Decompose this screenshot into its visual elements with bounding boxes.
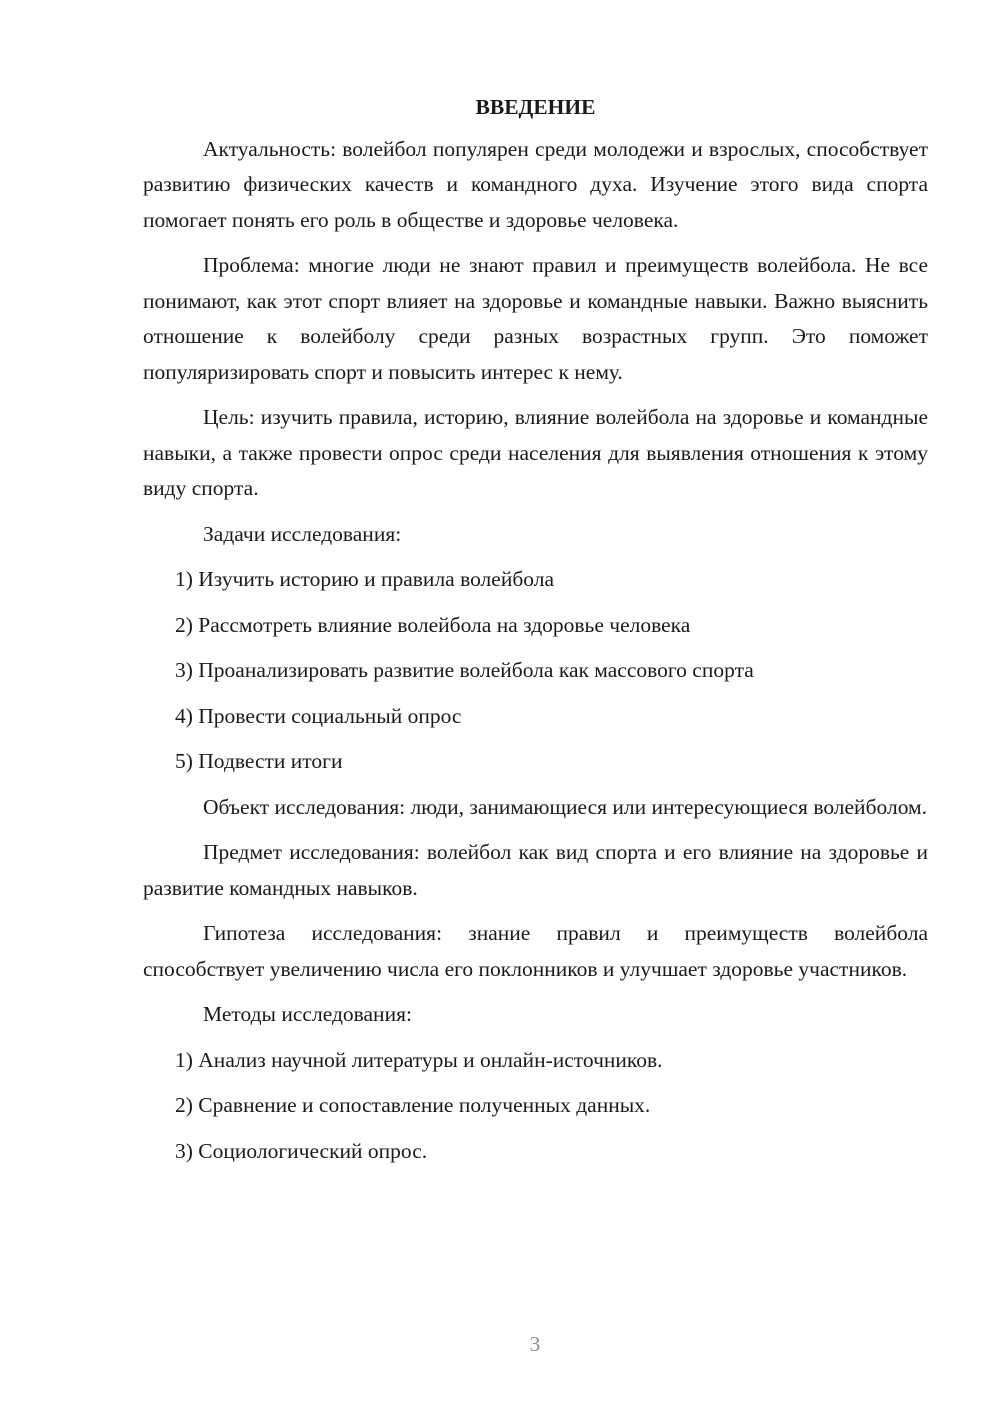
hypothesis-paragraph: Гипотеза исследования: знание правил и преимуществ волейбола способствует увеличению числа его поклонников и улучшает здоровье участников.	[143, 921, 928, 981]
tasks-heading: Задачи исследования:	[203, 521, 402, 546]
task-item: 1) Изучить историю и правила волейбола	[175, 567, 555, 591]
task-item: 4) Провести социальный опрос	[175, 703, 462, 728]
document-page	[143, 90, 928, 1179]
relevance-paragraph: Актуальность: волейбол популярен среди молодежи и взрослых, способствует развитию физических качеств и командного духа. Изучение этого вида спорта помогает понять его роль в обществе и здоровье человека.	[143, 136, 928, 232]
method-item: 1) Анализ научной литературы и онлайн-источников.	[175, 1047, 663, 1072]
subject-paragraph: Предмет исследования: волейбол как вид спорта и его влияние на здоровье и развитие командных навыков.	[143, 840, 928, 900]
task-item: 2) Рассмотреть влияние волейбола на здоровье человека	[175, 612, 691, 637]
method-item: 2) Сравнение и сопоставление полученных данных.	[175, 1093, 651, 1117]
problem-paragraph: Проблема: многие люди не знают правил и преимуществ волейбола. Не все понимают, как этот спорт влияет на здоровье и командные навыки. Важно выяснить отношение к волейболу среди разных возрастных групп. Это поможет популяризировать спорт и повысить интерес к нему.	[143, 253, 928, 384]
object-paragraph: Объект исследования: люди, занимающиеся или интересующиеся волейболом.	[203, 794, 928, 819]
task-item: 3) Проанализировать развитие волейбола как массового спорта	[175, 658, 754, 682]
page-number: 3	[529, 1332, 541, 1356]
method-item: 3) Социологический опрос.	[175, 1138, 428, 1163]
goal-paragraph: Цель: изучить правила, историю, влияние волейбола на здоровье и командные навыки, а также провести опрос среди населения для выявления отношения к этому виду спорта.	[143, 405, 928, 500]
section-title: ВВЕДЕНИЕ	[475, 95, 596, 119]
methods-heading: Методы исследования:	[203, 1002, 412, 1026]
task-item: 5) Подвести итоги	[175, 749, 343, 773]
